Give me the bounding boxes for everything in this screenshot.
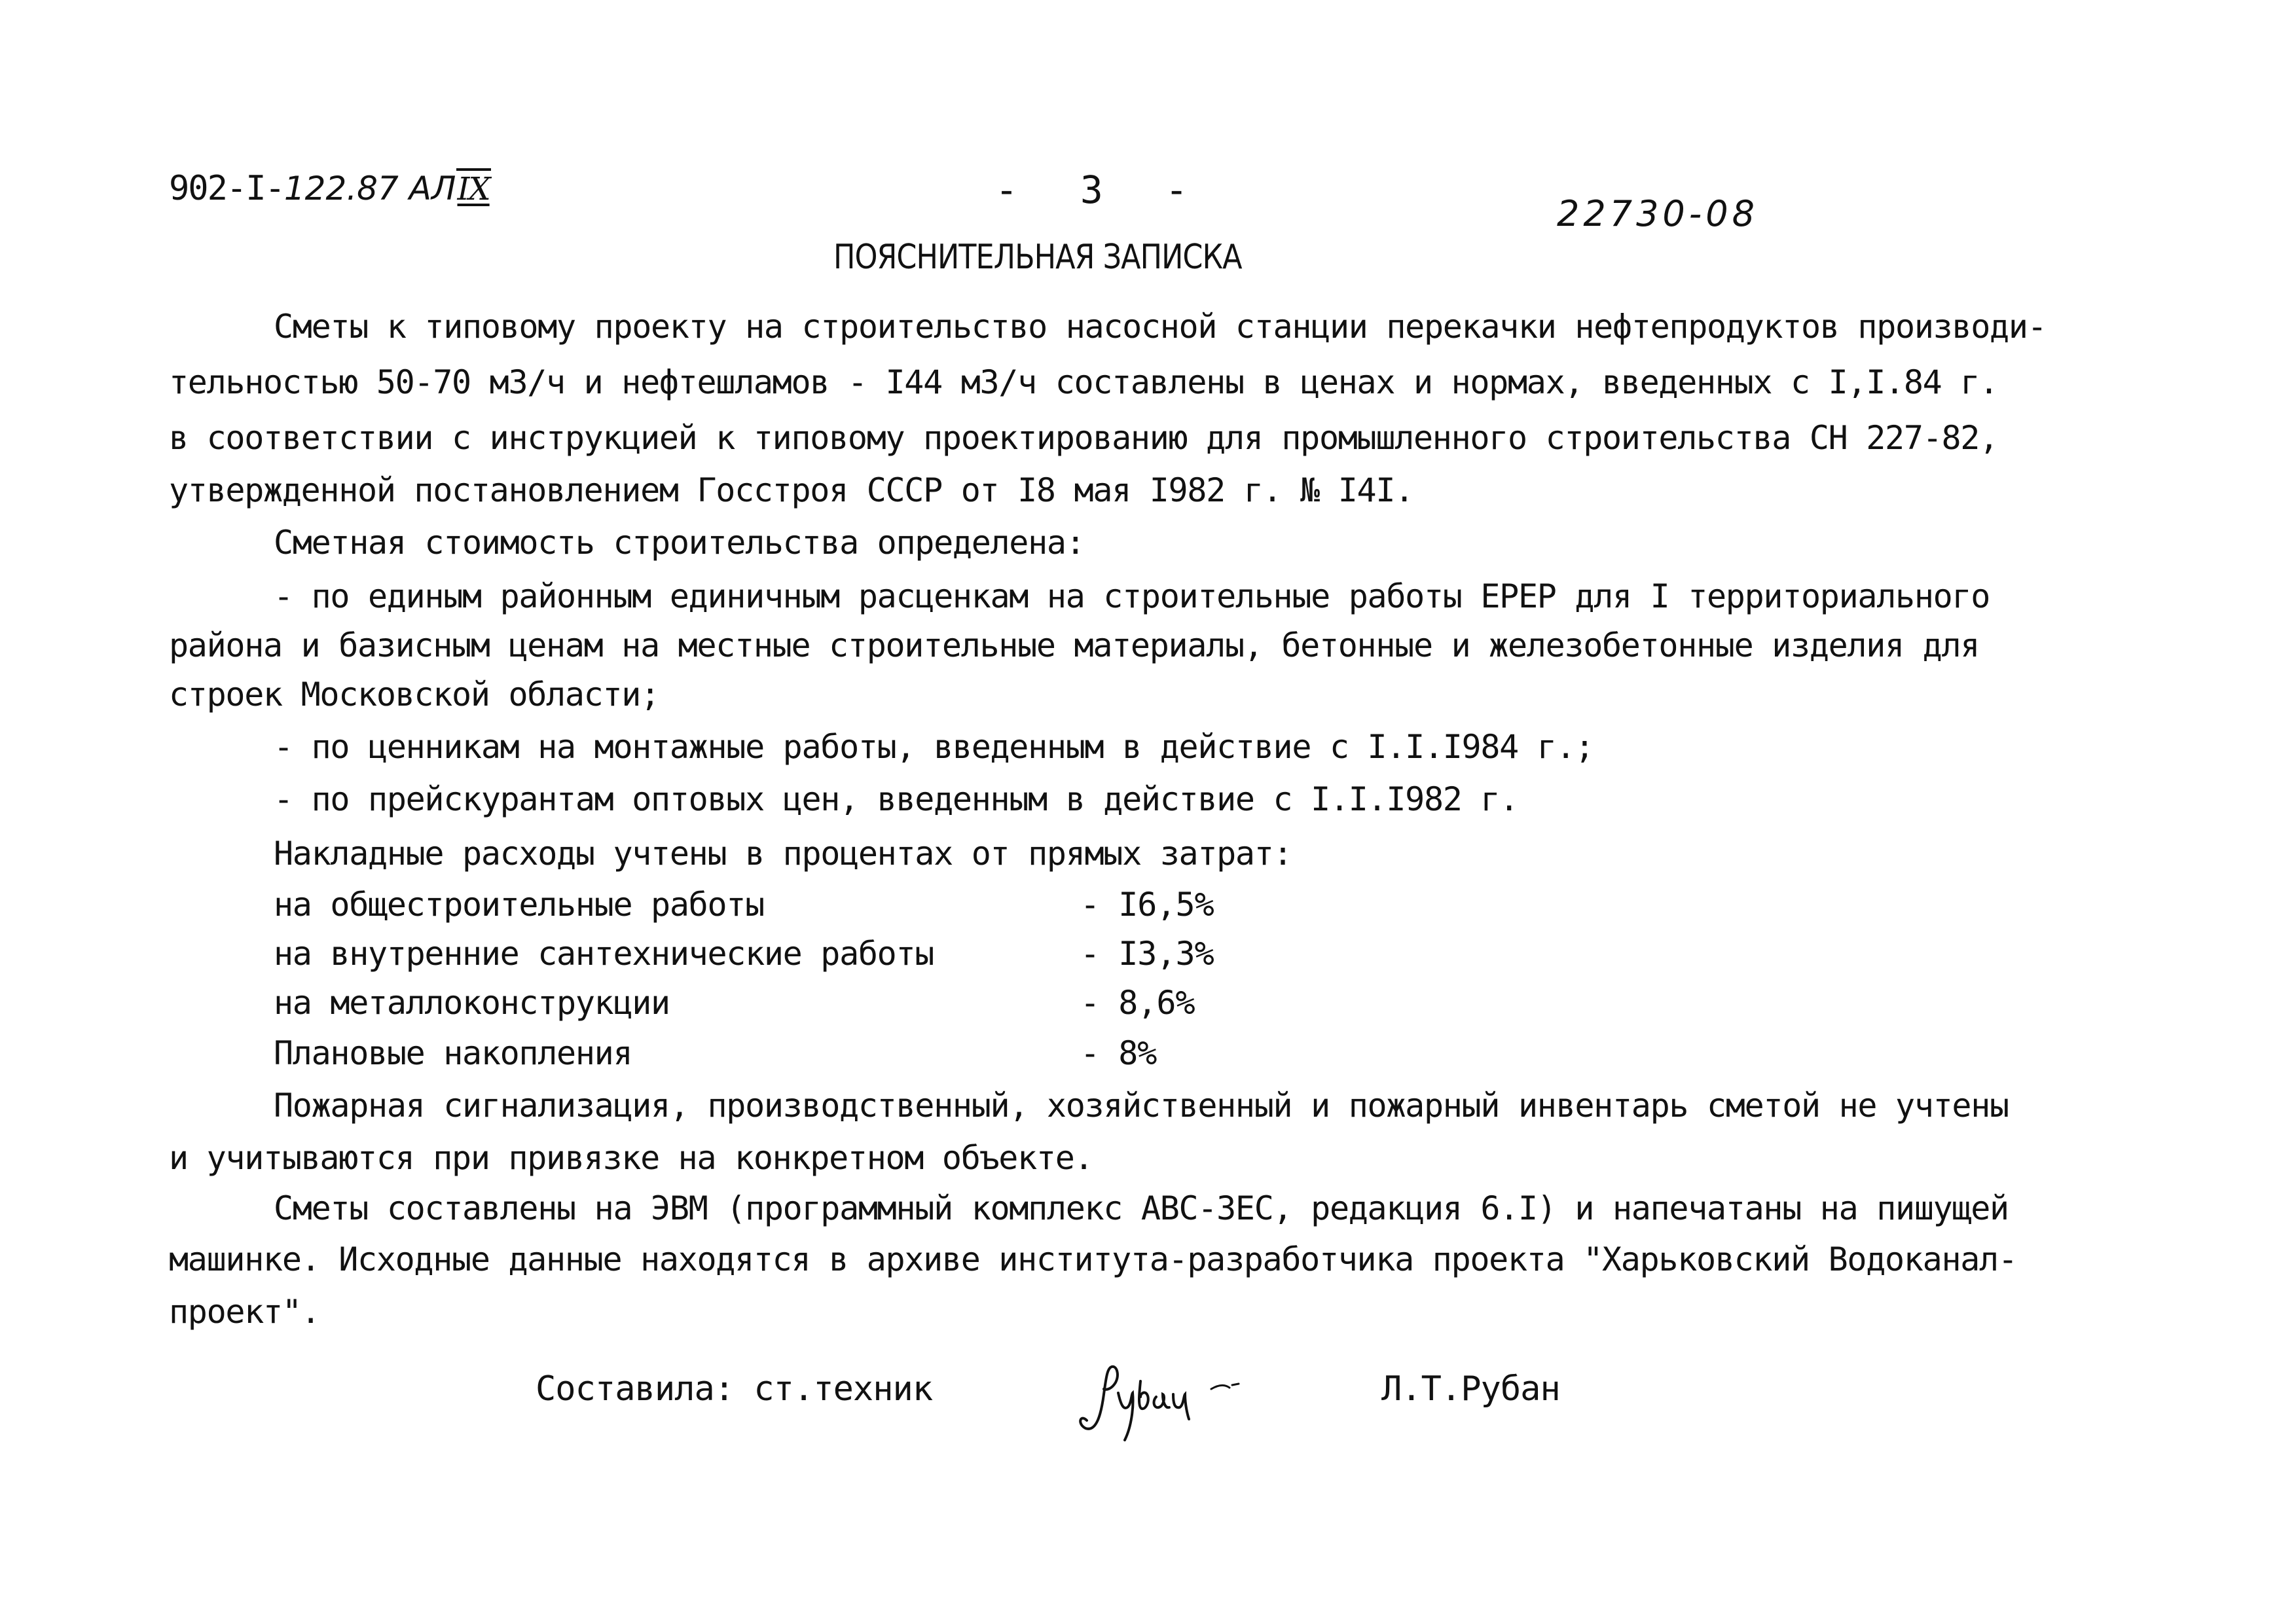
document-code-handwritten: 122.87 АЛ (283, 170, 456, 208)
paragraph-line: района и базисным ценам на местные строительные материалы, бетонные и железобетонные изделия для (169, 626, 1980, 664)
paragraph-line: Пожарная сигнализация, производственный, хозяйственный и пожарный инвентарь сметой не учтены (274, 1087, 2009, 1125)
overhead-label: Плановые накопления (274, 1034, 632, 1072)
page-title: ПОЯСНИТЕЛЬНАЯ ЗАПИСКА (833, 238, 1242, 277)
overhead-value: - 8% (1080, 1034, 1157, 1072)
handwritten-signature (1061, 1342, 1270, 1447)
paragraph-line: Сметная стоимость строительства определена: (274, 524, 1085, 562)
paragraph-line: Сметы составлены на ЭВМ (программный комплекс АВС-ЗЕС, редакция 6.I) и напечатаны на пишущей (274, 1189, 2009, 1227)
page-number: - 3 - (995, 168, 1208, 212)
paragraph-line: проект". (169, 1293, 320, 1331)
paragraph-line: в соответствии с инструкцией к типовому проектированию для промышленного строительства СН 227-82, (169, 419, 1998, 457)
signature-label: Составила: ст.техник (536, 1369, 933, 1409)
paragraph-line: машинке. Исходные данные находятся в архиве института-разработчика проекта "Харьковский Водоканал- (169, 1240, 2017, 1278)
document-code-prefix: 902-I- (169, 169, 284, 208)
overhead-value: - I3,3% (1080, 935, 1214, 973)
overhead-value: - 8,6% (1080, 984, 1195, 1022)
paragraph-line: Сметы к типовому проекту на строительство насосной станции перекачки нефтепродуктов производи- (274, 308, 2047, 346)
archive-number: 22730-08 (1557, 193, 1758, 234)
document-code (169, 169, 491, 208)
overhead-label: на внутренние сантехнические работы (274, 935, 934, 973)
paragraph-line: тельностью 50-70 м3/ч и нефтешламов - I44 м3/ч составлены в ценах и нормах, введенных с I,I.84 г. (169, 363, 1998, 401)
list-item: - по единым районным единичным расценкам на строительные работы ЕРЕР для I территориального (274, 577, 1990, 615)
paragraph-line: и учитываются при привязке на конкретном объекте. (169, 1139, 1093, 1177)
overhead-label: на общестроительные работы (274, 886, 764, 924)
paragraph-line: утвержденной постановлением Госстроя СССР от I8 мая I982 г. № I4I. (169, 471, 1413, 509)
overhead-label: на металлоконструкции (274, 984, 670, 1022)
list-item: - по ценникам на монтажные работы, введенным в действие с I.I.I984 г.; (274, 728, 1594, 766)
overhead-value: - I6,5% (1080, 886, 1214, 924)
document-code-roman: IX (456, 168, 491, 208)
signatory-name: Л.Т.Рубан (1381, 1369, 1560, 1409)
paragraph-line: Накладные расходы учтены в процентах от прямых затрат: (274, 835, 1292, 873)
list-item: - по прейскурантам оптовых цен, введенным в действие с I.I.I982 г. (274, 780, 1518, 818)
paragraph-line: строек Московской области; (169, 676, 659, 713)
